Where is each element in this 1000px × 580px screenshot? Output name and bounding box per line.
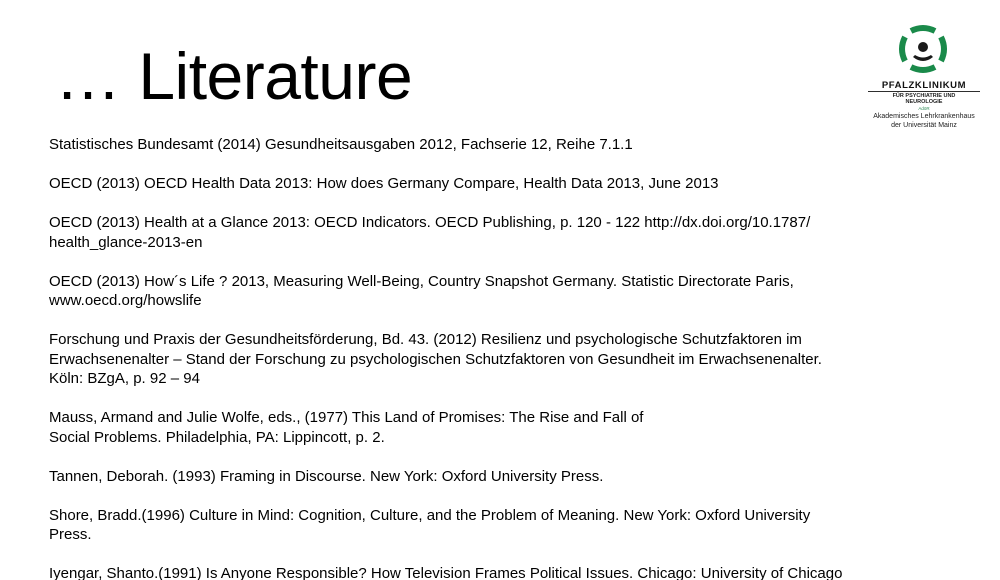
logo-name: PFALZKLINIKUM bbox=[881, 80, 967, 91]
reference-item bbox=[49, 330, 979, 389]
logo-divider bbox=[868, 91, 980, 92]
reference-line: Mauss, Armand and Julie Wolfe, eds., (1977) This Land of Promises: The Rise and Fall of bbox=[49, 409, 644, 426]
reference-line: Erwachsenenalter – Stand der Forschung zu psychologischen Schutzfaktoren von Gesundheit im Erwachsenenalter. bbox=[49, 350, 822, 368]
arc-bottom bbox=[911, 67, 935, 70]
logo-subtitle-line: NEUROLOGIE bbox=[905, 99, 943, 105]
reference-line: Social Problems. Philadelphia, PA: Lippincott, p. 2. bbox=[49, 428, 385, 446]
emblem-center-dot bbox=[918, 42, 928, 52]
logo-caption-line: der Universität Mainz bbox=[891, 122, 957, 129]
reference-line: Statistisches Bundesamt (2014) Gesundheitsausgaben 2012, Fachserie 12, Reihe 7.1.1 bbox=[49, 136, 633, 153]
reference-item bbox=[49, 564, 979, 580]
reference-line: Forschung und Praxis der Gesundheitsförderung, Bd. 43. (2012) Resilienz und psychologische Schutzfaktoren im bbox=[49, 331, 802, 348]
reference-line: Shore, Bradd.(1996) Culture in Mind: Cognition, Culture, and the Problem of Meaning. New York: Oxford University bbox=[49, 506, 811, 524]
emblem-figure bbox=[913, 55, 933, 61]
logo-subtitle bbox=[866, 93, 982, 105]
reference-item bbox=[49, 506, 979, 545]
reference-line: OECD (2013) Health at a Glance 2013: OECD Indicators. OECD Publishing, p. 120 - 122 http://dx.doi.org/10.1787/ bbox=[49, 214, 811, 231]
reference-line: health_glance-2013-en bbox=[49, 233, 203, 251]
reference-list bbox=[49, 135, 979, 580]
slide-title: … Literature bbox=[55, 39, 413, 113]
reference-line: Köln: BZgA, p. 92 – 94 bbox=[49, 370, 200, 387]
reference-item bbox=[49, 213, 979, 252]
arc-right bbox=[941, 37, 944, 61]
logo-caption bbox=[866, 112, 982, 130]
reference-item bbox=[49, 174, 979, 194]
arc-top bbox=[911, 28, 935, 31]
reference-line: OECD (2013) How´s Life ? 2013, Measuring Well-Being, Country Snapshot Germany. Statistic Directorate Paris, bbox=[49, 272, 794, 290]
reference-item bbox=[49, 272, 979, 311]
reference-line: www.oecd.org/howslife bbox=[49, 292, 202, 309]
logo-subtitle-line: FÜR PSYCHIATRIE UND bbox=[892, 93, 956, 99]
logo-small-text: AdöR bbox=[918, 106, 930, 111]
arc-left bbox=[902, 37, 905, 61]
reference-line: OECD (2013) OECD Health Data 2013: How does Germany Compare, Health Data 2013, June 2013 bbox=[49, 175, 719, 192]
reference-item bbox=[49, 135, 979, 155]
logo-caption-line: Akademisches Lehrkrankenhaus bbox=[873, 113, 975, 120]
reference-line: Iyengar, Shanto.(1991) Is Anyone Responsible? How Television Frames Political Issues. Chicago: University of Chicago bbox=[49, 565, 843, 580]
reference-line: Press. bbox=[49, 526, 92, 543]
pfalzklinikum-logo bbox=[866, 22, 982, 132]
reference-item bbox=[49, 408, 979, 447]
reference-line: Tannen, Deborah. (1993) Framing in Discourse. New York: Oxford University Press. bbox=[49, 467, 604, 485]
pfalzklinikum-emblem-icon bbox=[896, 22, 950, 76]
reference-item bbox=[49, 467, 979, 487]
